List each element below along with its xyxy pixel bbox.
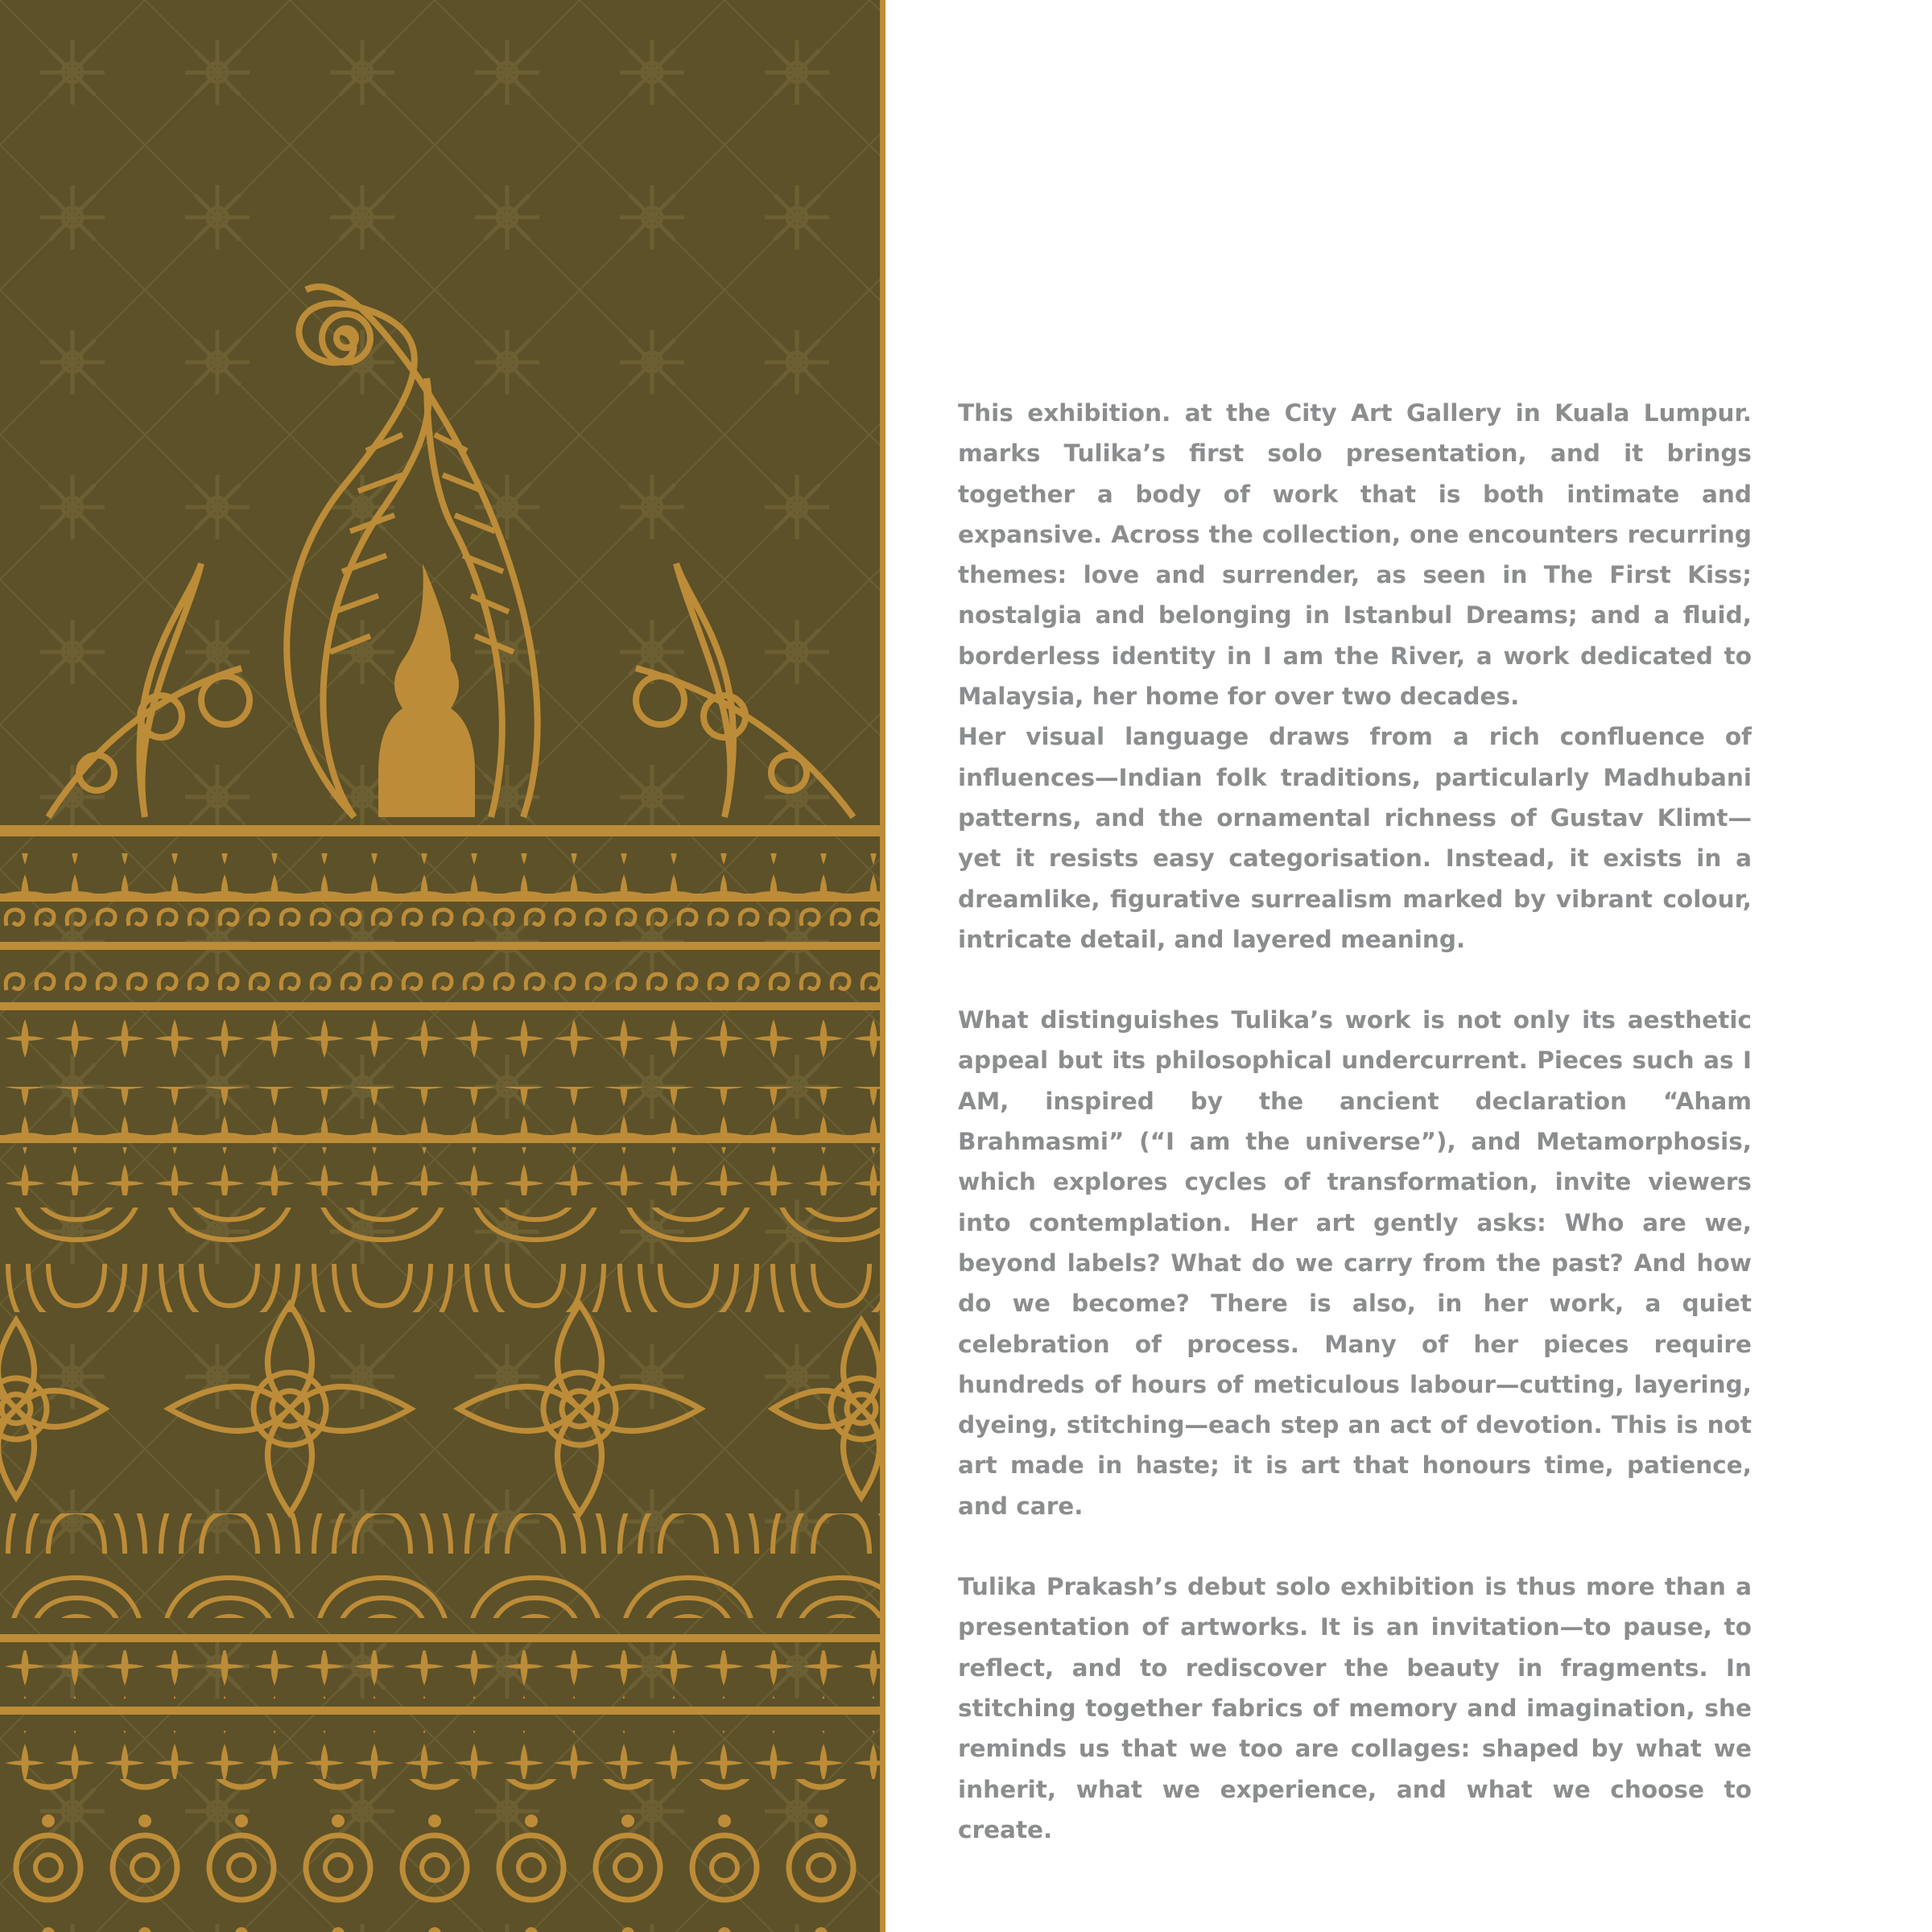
paragraph-1: This exhibition. at the City Art Gallery in Kuala Lumpur. marks Tulika’s first solo presentation, and it brings together a body of work that is both intimate and expansive. Across the collection, one encounters recurring themes: love and surrender, as seen in The First Kiss; nostalgia and belonging in Istanbul Dreams; and a fluid, borderless identity in I am the River, a work dedicated to Malaysia, her home for over two decades. — [958, 399, 1752, 711]
decorative-panel — [0, 0, 886, 1932]
paragraph-3: What distinguishes Tulika’s work is not only its aesthetic appeal but its philosophical undercurrent. Pieces such as I AM, inspired by the ancient declaration “Aham Brahmasmi” (“I am the universe”), and Metamorphosis, which explores cycles of transformation, invite viewers into contemplation. Her art gently asks: Who are we, beyond labels? What do we carry from the past? And how do we become? There is also, in her work, a quiet celebration of process. Many of her pieces require hundreds of hours of meticulous labour—cutting, layering, dyeing, stitching—each step an act of devotion. This is not art made in haste; it is art that honours time, patience, and care. — [958, 1006, 1752, 1520]
article-body — [958, 393, 1752, 1850]
paragraph-2: Her visual language draws from a rich confluence of influences—Indian folk traditions, particularly Madhubani patterns, and the ornamental richness of Gustav Klimt—yet it resists easy categorisation. Instead, it exists in a dreamlike, figurative surrealism marked by vibrant colour, intricate detail, and layered meaning. — [958, 723, 1752, 953]
paragraph-4: Tulika Prakash’s debut solo exhibition is thus more than a presentation of artworks. It is an invitation—to pause, to reflect, and to rediscover the beauty in fragments. In stitching together fabrics of memory and imagination, she reminds us that we too are collages: shaped by what we inherit, what we experience, and what we choose to create. — [958, 1573, 1752, 1843]
